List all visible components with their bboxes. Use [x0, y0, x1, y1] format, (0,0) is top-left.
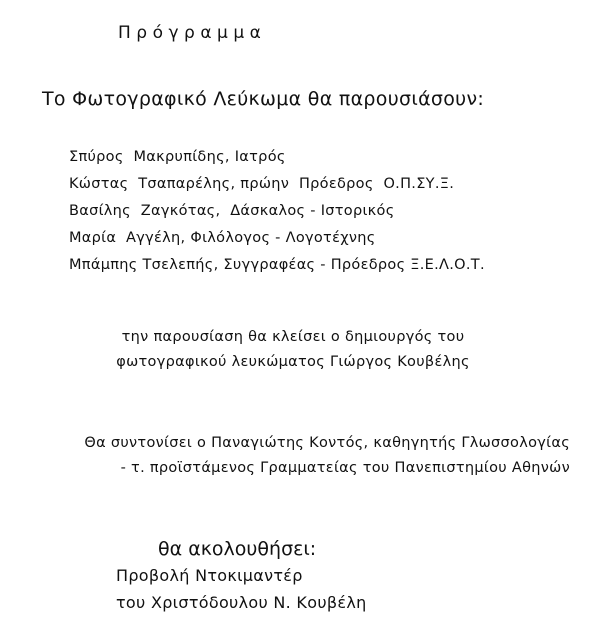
moderator-line-2: - τ. προϊστάμενος Γραμματείας του Πανεπιστημίου Αθηνών	[120, 460, 570, 476]
film-line-1: Προβολή Ντοκιμαντέρ	[116, 566, 303, 585]
closing-line-2: φωτογραφικού λευκώματος Γιώργος Κουβέλης	[116, 354, 470, 370]
film-line-2: του Χριστόδουλου Ν. Κουβέλη	[116, 593, 367, 612]
presenters-heading: Το Φωτογραφικό Λεύκωμα θα παρουσιάσουν:	[42, 88, 485, 110]
follow-heading: θα ακολουθήσει:	[158, 538, 317, 560]
closing-line-1: την παρουσίαση θα κλείσει ο δημιουργός του	[121, 329, 465, 345]
speaker-item: Κώστας Τσαπαρέλης, πρώην Πρόεδρος Ο.Π.ΣΥ.Ξ.	[69, 176, 455, 192]
speaker-item: Βασίλης Ζαγκότας, Δάσκαλος - Ιστορικός	[69, 203, 395, 219]
moderator-line-1: Θα συντονίσει ο Παναγιώτης Κοντός, καθηγητής Γλωσσολογίας	[84, 435, 570, 451]
speakers-list	[69, 149, 485, 284]
speaker-item: Μπάμπης Τσελεπής, Συγγραφέας - Πρόεδρος Ξ.Ε.Λ.Ο.Τ.	[69, 257, 485, 273]
program-title: Πρόγραμμα	[118, 23, 267, 43]
speaker-item: Μαρία Αγγέλη, Φιλόλογος - Λογοτέχνης	[69, 230, 376, 246]
speaker-item: Σπύρος Μακρυπίδης, Ιατρός	[69, 149, 286, 165]
